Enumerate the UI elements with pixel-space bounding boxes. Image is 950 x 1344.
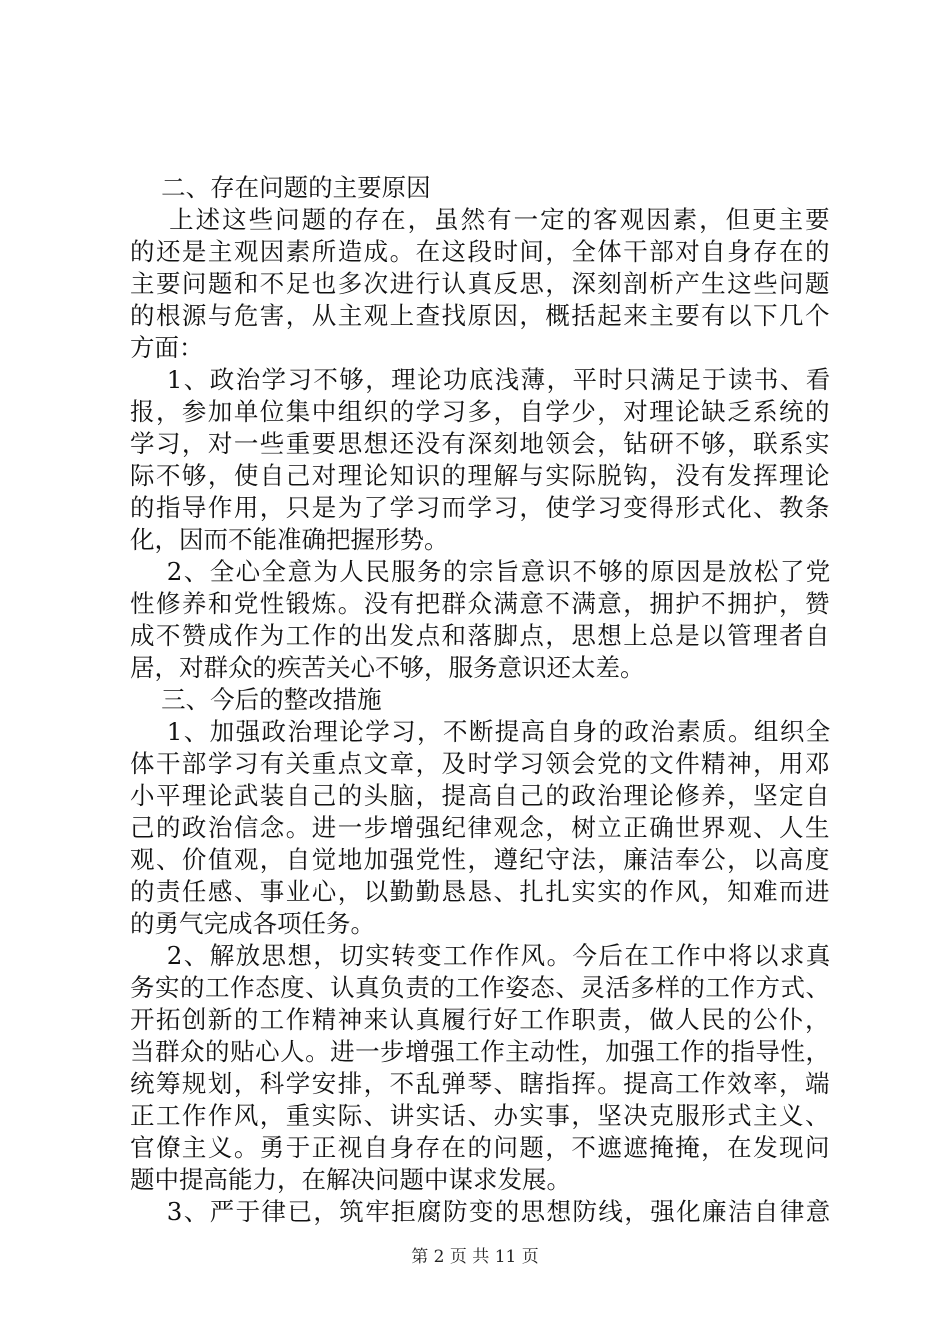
page-footer: 第 2 页 共 11 页 [411, 1247, 539, 1267]
paragraph-line: 的还是主观因素所造成。在这段时间，全体干部对自身存在的 [130, 237, 831, 266]
section-heading: 三、今后的整改措施 [130, 685, 382, 714]
paragraph-line: 小平理论武装自己的头脑，提高自己的政治理论修养，坚定自 [130, 781, 831, 810]
paragraph-line: 报，参加单位集中组织的学习多，自学少，对理论缺乏系统的 [130, 397, 831, 426]
paragraph-line: 的指导作用，只是为了学习而学习，使学习变得形式化、教条 [130, 493, 831, 522]
paragraph-line: 题中提高能力，在解决问题中谋求发展。 [130, 1165, 571, 1194]
paragraph-line: 观、价值观，自觉地加强党性，遵纪守法，廉洁奉公，以高度 [130, 845, 831, 874]
paragraph-line: 性修养和党性锻炼。没有把群众满意不满意，拥护不拥护，赞 [130, 589, 831, 618]
paragraph-line: 学习，对一些重要思想还没有深刻地领会，钻研不够，联系实 [130, 429, 831, 458]
paragraph-line: 化，因而不能准确把握形势。 [130, 525, 449, 554]
paragraph-line: 统筹规划，科学安排，不乱弹琴、瞎指挥。提高工作效率，端 [130, 1069, 831, 1098]
paragraph-line: 3、严于律已，筑牢拒腐防变的思想防线，强化廉洁自律意 [130, 1197, 832, 1226]
paragraph-line: 1、加强政治理论学习，不断提高自身的政治素质。组织全 [130, 717, 832, 746]
paragraph-line: 官僚主义。勇于正视自身存在的问题，不遮遮掩掩，在发现问 [130, 1133, 831, 1162]
paragraph-line: 己的政治信念。进一步增强纪律观念，树立正确世界观、人生 [130, 813, 831, 842]
paragraph-line: 的责任感、事业心，以勤勤恳恳、扎扎实实的作风，知难而进 [130, 877, 831, 906]
paragraph-line: 主要问题和不足也多次进行认真反思，深刻剖析产生这些问题 [130, 269, 831, 298]
paragraph-line: 的根源与危害，从主观上查找原因，概括起来主要有以下几个 [130, 301, 831, 330]
paragraph-line: 际不够，使自己对理论知识的理解与实际脱钩，没有发挥理论 [130, 461, 831, 490]
paragraph-line: 正工作作风，重实际、讲实话、办实事，坚决克服形式主义、 [130, 1101, 831, 1130]
paragraph-line: 居，对群众的疾苦关心不够，服务意识还太差。 [130, 653, 645, 682]
paragraph-line: 上述这些问题的存在，虽然有一定的客观因素，但更主要 [130, 205, 832, 234]
paragraph-line: 2、解放思想，切实转变工作作风。今后在工作中将以求真 [130, 941, 832, 970]
section-heading: 二、存在问题的主要原因 [130, 173, 431, 202]
paragraph-line: 开拓创新的工作精神来认真履行好工作职责，做人民的公仆， [130, 1005, 831, 1034]
paragraph-line: 的勇气完成各项任务。 [130, 909, 375, 938]
paragraph-line: 当群众的贴心人。进一步增强工作主动性，加强工作的指导性， [130, 1037, 831, 1066]
document-body [130, 172, 830, 1228]
paragraph-line: 务实的工作态度、认真负责的工作姿态、灵活多样的工作方式、 [130, 973, 831, 1002]
paragraph-line: 2、全心全意为人民服务的宗旨意识不够的原因是放松了党 [130, 557, 832, 586]
paragraph-line: 1、政治学习不够，理论功底浅薄，平时只满足于读书、看 [130, 365, 832, 394]
paragraph-line: 方面： [130, 333, 204, 362]
paragraph-line: 体干部学习有关重点文章，及时学习领会党的文件精神，用邓 [130, 749, 831, 778]
paragraph-line: 成不赞成作为工作的出发点和落脚点，思想上总是以管理者自 [130, 621, 831, 650]
